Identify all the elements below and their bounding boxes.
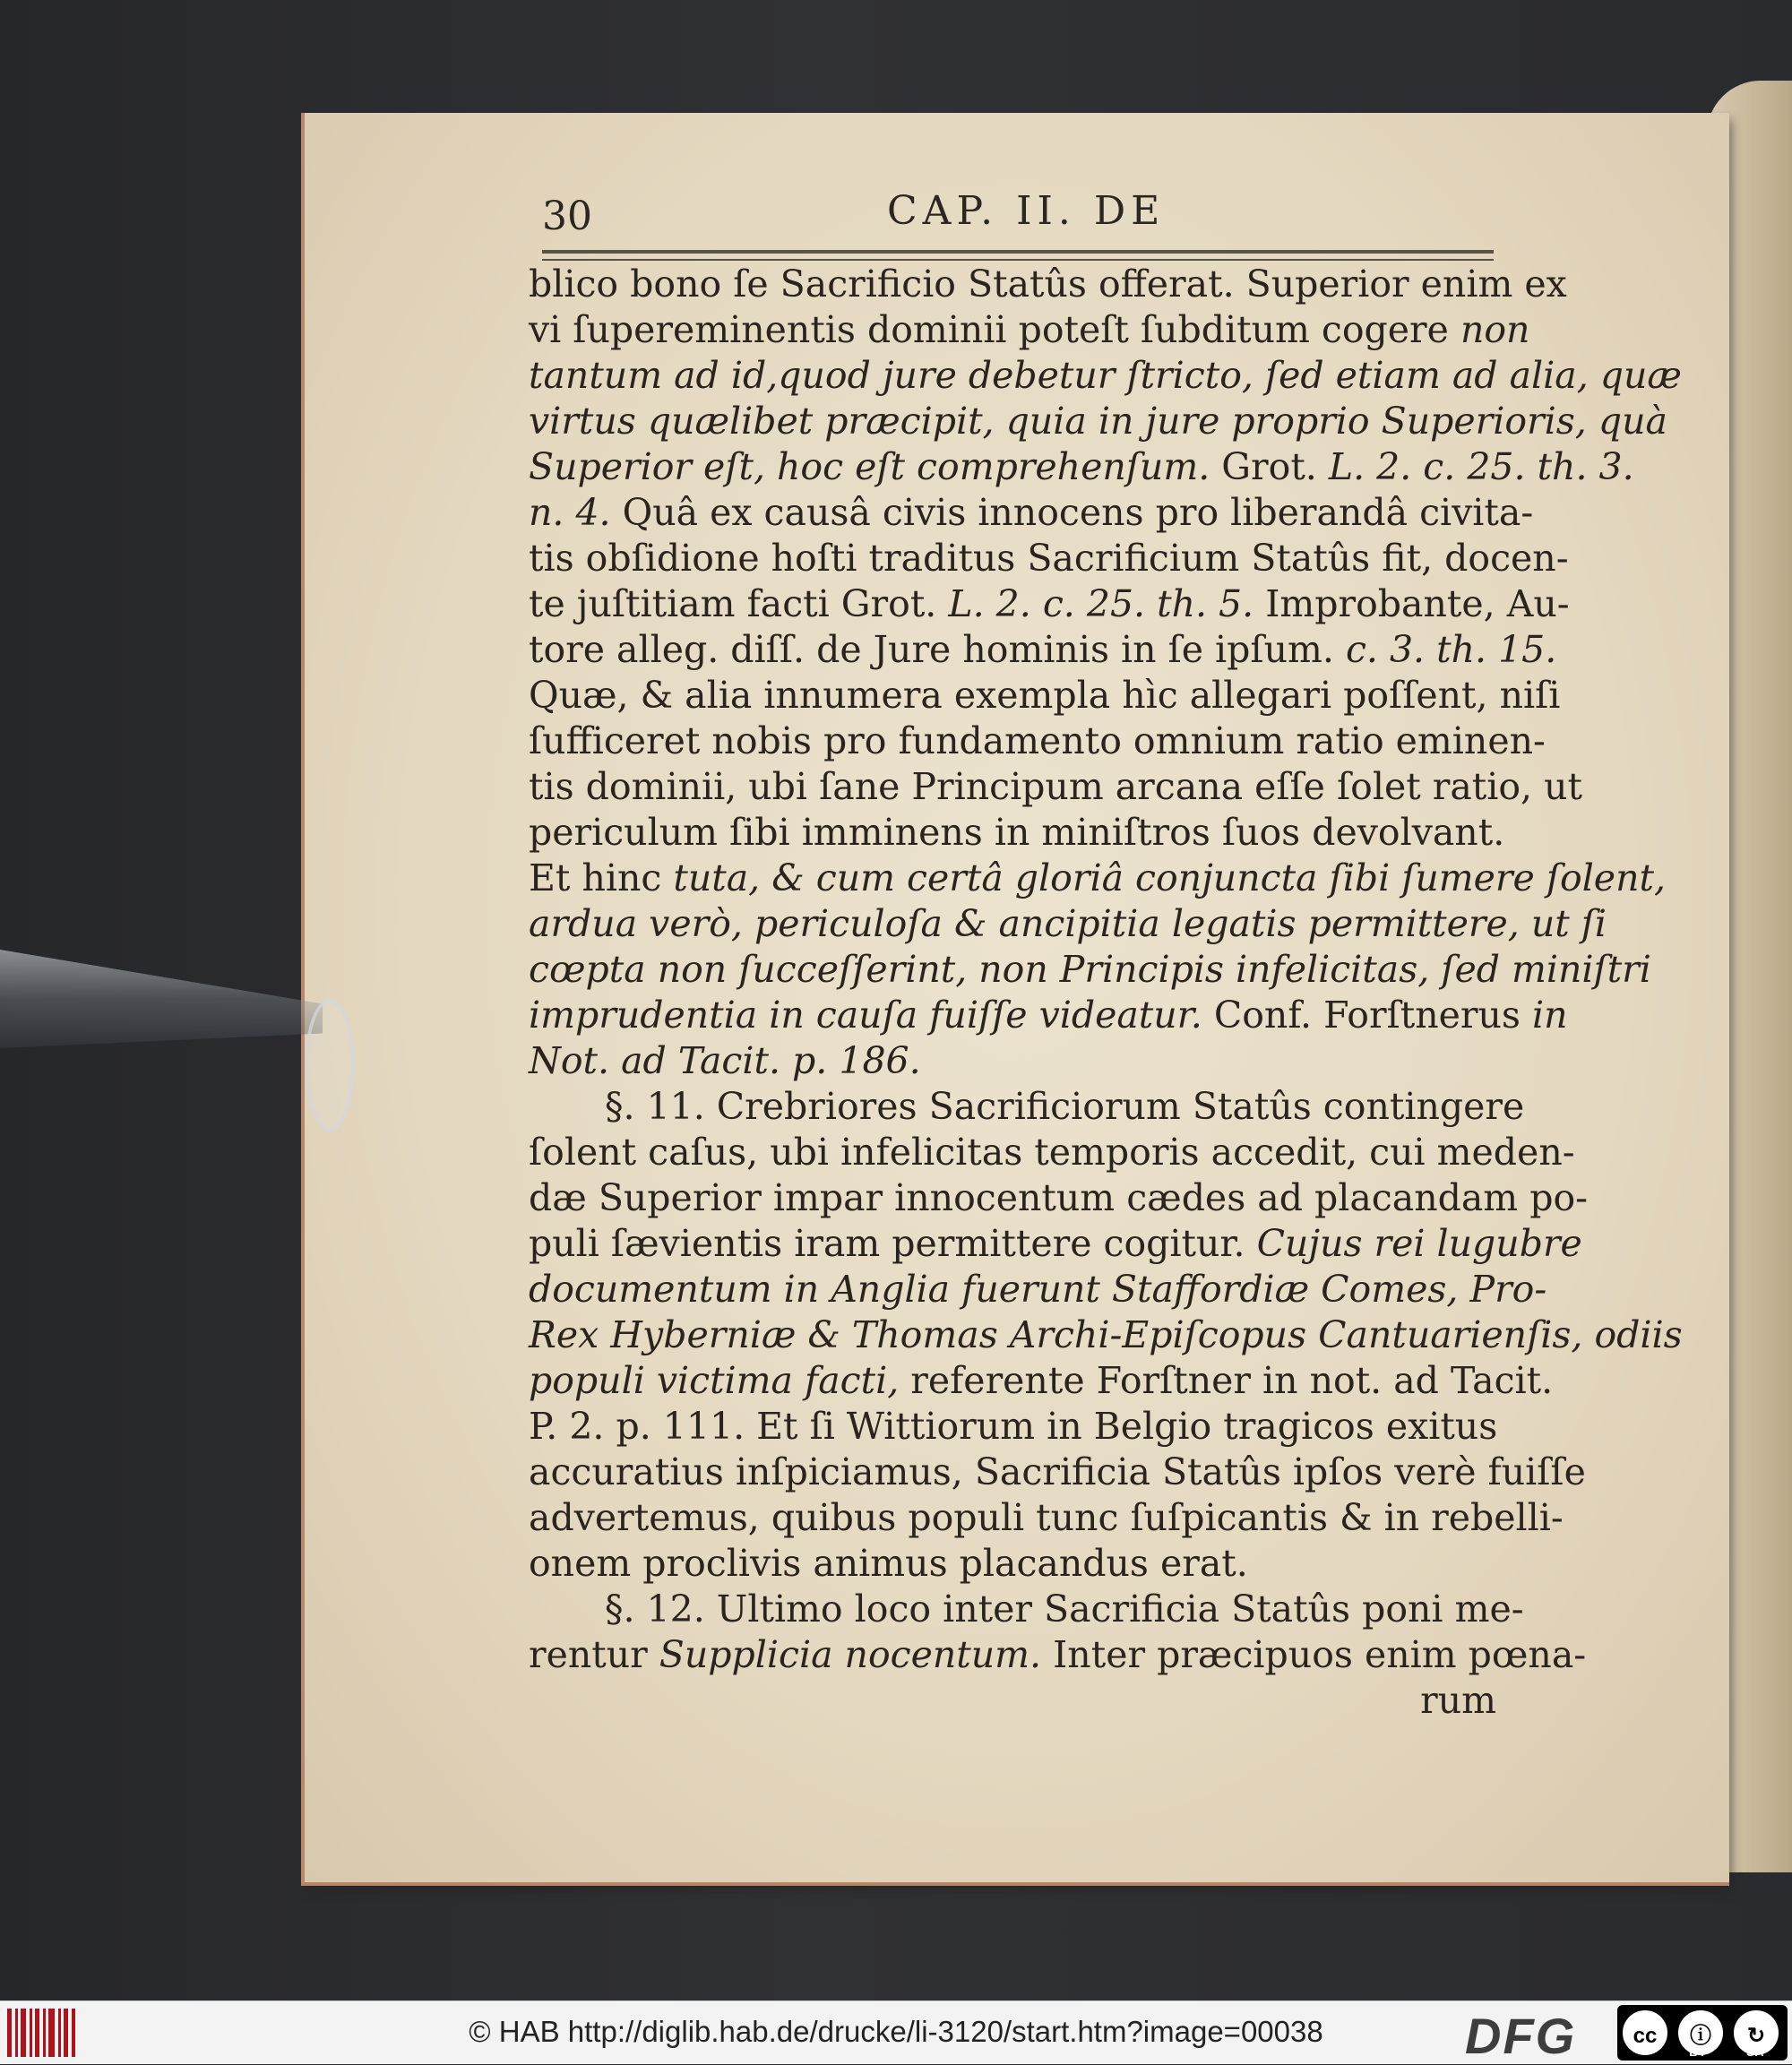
italic-run: imprudentia in cauſa fuiſſe videatur.	[529, 994, 1202, 1037]
clip-arm	[0, 950, 323, 1048]
italic-run: in	[1532, 994, 1568, 1037]
italic-run: n. 4.	[529, 491, 611, 534]
text-run: Quæ, & alia innumera exempla hìc allegari poſſent, niſi	[529, 674, 1561, 717]
header-rule	[542, 250, 1494, 261]
text-run: referente Forſtner in not. ad Tacit.	[899, 1359, 1554, 1402]
italic-run: ardua verò, periculoſa & ancipitia legatis permittere, ut ſi	[529, 902, 1607, 945]
text-line	[529, 444, 1634, 490]
dfg-logo[interactable]: DFG	[1465, 2008, 1577, 2064]
text-run: accuratius inſpiciamus, Sacrificia Statûs ipſos verè fuiſſe	[529, 1450, 1586, 1493]
text-line	[529, 1495, 1564, 1541]
text-line	[529, 627, 1557, 673]
italic-run: c. 3. th. 15.	[1345, 628, 1557, 671]
text-run: tis obſidione hoſti traditus Sacrificium Statûs fit, docen-	[529, 537, 1569, 580]
italic-run: non	[1460, 308, 1530, 351]
text-run: Conf. Forſtnerus	[1202, 994, 1532, 1037]
text-run: puli ſævientis iram permittere cogitur.	[529, 1222, 1257, 1265]
italic-run: Superior eſt, hoc eſt comprehenſum.	[529, 445, 1210, 488]
sa-icon: ↻	[1734, 2010, 1779, 2055]
copyright-link[interactable]: © HAB http://diglib.hab.de/drucke/li-3120/start.htm?image=00038	[469, 2015, 1323, 2048]
text-run: tore alleg. diſſ. de Jure hominis in ſe ipſum.	[529, 628, 1346, 671]
text-line	[529, 1130, 1575, 1175]
text-run: Quâ ex causâ civis innocens pro liberandâ civita-	[610, 491, 1534, 534]
text-run: dæ Superior impar innocentum cædes ad placandam po-	[529, 1176, 1588, 1219]
text-run: Grot.	[1210, 445, 1329, 488]
text-line	[529, 856, 1666, 901]
cc-license-badge[interactable]	[1617, 2005, 1788, 2061]
text-line	[529, 901, 1607, 947]
page-body-text	[529, 262, 1683, 1724]
text-line	[529, 1221, 1582, 1267]
text-run: Improbante, Au-	[1254, 582, 1570, 625]
text-run: ſolent caſus, ubi infelicitas temporis accedit, cui meden-	[529, 1131, 1575, 1174]
text-run: tis dominii, ubi ſane Principum arcana eſſe ſolet ratio, ut	[529, 765, 1582, 808]
text-line	[529, 1358, 1554, 1404]
text-run: te juſtitiam facti Grot.	[529, 582, 949, 625]
page-holder-clip	[0, 914, 349, 1093]
text-line	[529, 307, 1530, 353]
italic-run: Cujus rei lugubre	[1256, 1222, 1582, 1265]
italic-run: Rex Hyberniæ & Thomas Archi-Epiſcopus Cantuarienſis, odiis	[529, 1313, 1683, 1356]
text-line	[529, 1541, 1496, 1587]
text-run: periculum ſibi imminens in miniſtros ſuos devolvant.	[529, 811, 1505, 854]
text-run: vi ſupereminentis dominii poteſt ſubditum cogere	[529, 308, 1460, 351]
text-line	[529, 1312, 1683, 1358]
text-line	[529, 810, 1505, 856]
page-header	[542, 188, 1492, 242]
text-run: rum	[1420, 1679, 1496, 1722]
running-title: CAP. II. DE	[887, 188, 1166, 234]
license-caption-sa: SA	[1746, 2044, 1764, 2059]
italic-run: tantum ad id,quod jure debetur ſtricto, ſed etiam ad alia, quæ	[529, 354, 1682, 397]
viewer-footer	[0, 2000, 1792, 2064]
text-line	[529, 581, 1570, 627]
text-run: rentur	[529, 1633, 659, 1676]
clip-tip	[305, 999, 355, 1131]
italic-run: L. 2. c. 25. th. 5.	[948, 582, 1254, 625]
italic-run: Not. ad Tacit. p. 186.	[529, 1039, 921, 1082]
text-run: §. 11. Crebriores Sacrificiorum Statûs contingere	[605, 1085, 1525, 1128]
italic-run: virtus quælibet præcipit, quia in jure proprio Superioris, quà	[529, 400, 1667, 443]
text-line	[529, 490, 1534, 536]
text-line	[529, 353, 1682, 399]
text-line	[529, 1632, 1587, 1678]
italic-run: populi victima facti,	[529, 1359, 900, 1402]
text-line	[529, 1587, 1524, 1632]
text-line	[529, 536, 1569, 581]
text-run: ſufficeret nobis pro fundamento omnium ratio eminen-	[529, 719, 1546, 762]
text-run: onem proclivis animus placandus erat.	[529, 1542, 1248, 1585]
text-line	[529, 673, 1561, 718]
italic-run: Supplicia nocentum.	[659, 1633, 1042, 1676]
text-line	[529, 993, 1568, 1038]
license-caption-by: BY	[1689, 2044, 1707, 2059]
text-line	[529, 1404, 1496, 1450]
text-line	[529, 764, 1582, 810]
italic-run: tuta, & cum certâ gloriâ conjuncta ſibi ſumere ſolent,	[673, 856, 1666, 899]
italic-run: cœpta non ſucceſſerint, non Principis infelicitas, ſed miniſtri	[529, 948, 1651, 991]
text-line	[529, 1084, 1525, 1130]
text-line	[529, 1175, 1588, 1221]
text-run: §. 12. Ultimo loco inter Sacrificia Statûs poni me-	[605, 1587, 1524, 1630]
text-run: blico bono ſe Sacrificio Statûs offerat. Superior enim ex	[529, 262, 1567, 305]
text-run: advertemus, quibus populi tunc ſuſpicantis & in rebelli-	[529, 1496, 1564, 1539]
text-line	[529, 947, 1651, 993]
text-line	[529, 399, 1667, 444]
by-icon: ⓘ	[1678, 2010, 1723, 2055]
text-line	[529, 1267, 1547, 1312]
cc-icon: cc	[1623, 2010, 1667, 2055]
text-line	[529, 1450, 1586, 1495]
page-number: 30	[542, 194, 592, 239]
italic-run: documentum in Anglia fuerunt Staffordiæ Comes, Pro-	[529, 1268, 1547, 1311]
text-line	[529, 262, 1567, 307]
text-run: P. 2. p. 111. Et ſi Wittiorum in Belgio tragicos exitus	[529, 1405, 1498, 1448]
text-run: Inter præcipuos enim pœna-	[1041, 1633, 1587, 1676]
text-line	[529, 1038, 1496, 1084]
italic-run: L. 2. c. 25. th. 3.	[1328, 445, 1634, 488]
text-line	[529, 1678, 1496, 1724]
text-line	[529, 718, 1546, 764]
text-run: Et hinc	[529, 856, 674, 899]
